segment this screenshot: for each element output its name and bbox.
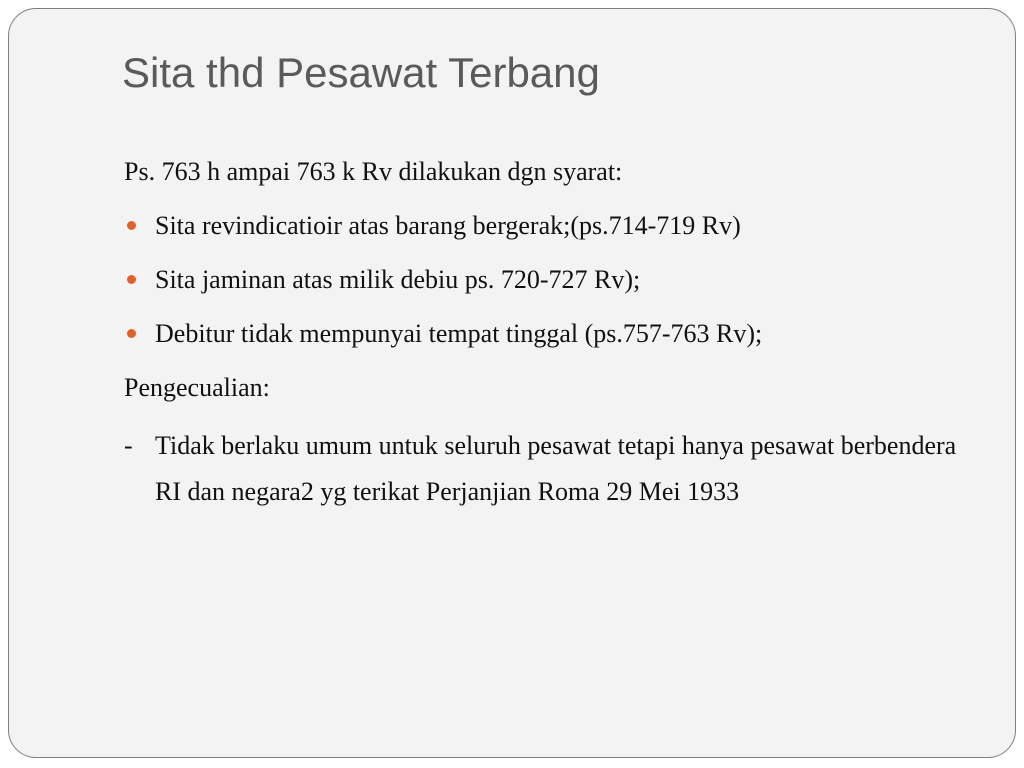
dash-marker: - xyxy=(124,431,133,460)
bullet-text: Sita jaminan atas milik debiu ps. 720-727 Rv); xyxy=(155,265,641,294)
bullet-item xyxy=(124,315,964,353)
bullet-item xyxy=(124,261,964,299)
bullet-text: Debitur tidak mempunyai tempat tinggal (ps.757-763 Rv); xyxy=(155,319,763,348)
slide-title: Sita thd Pesawat Terbang xyxy=(122,49,600,96)
slide-body xyxy=(124,153,964,531)
exception-item xyxy=(124,423,964,515)
bullet-text: Sita revindicatioir atas barang bergerak;(ps.714-719 Rv) xyxy=(155,211,741,240)
exception-text: Tidak berlaku umum untuk seluruh pesawat tetapi hanya pesawat berbendera RI dan negara2 yg terikat Perjanjian Roma 29 Mei 1933 xyxy=(155,431,957,506)
bullet-dot-icon xyxy=(127,221,136,230)
slide-frame xyxy=(8,8,1016,758)
bullet-dot-icon xyxy=(127,329,136,338)
bullet-dot-icon xyxy=(127,275,136,284)
exception-heading: Pengecualian: xyxy=(124,373,270,402)
intro-line: Ps. 763 h ampai 763 k Rv dilakukan dgn syarat: xyxy=(124,157,623,186)
bullet-item xyxy=(124,207,964,245)
